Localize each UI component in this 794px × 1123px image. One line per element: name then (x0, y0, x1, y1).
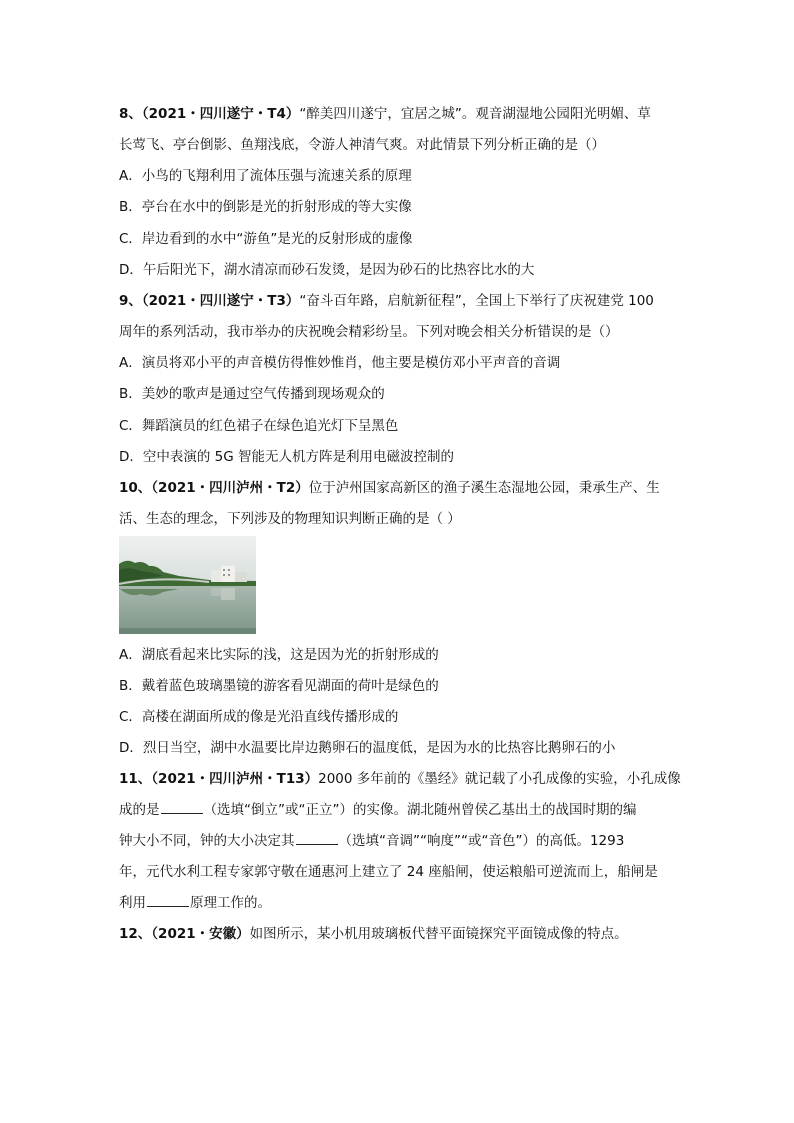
q11-stem-line-1 (119, 769, 681, 789)
q10-stem-text: 位于泸州国家高新区的渔子溪生态湿地公园，秉承生产、生 (308, 480, 660, 496)
q8-source-tag: （2021・四川遂宁・T4） (141, 106, 300, 122)
q8-stem-line-1 (119, 104, 651, 124)
q10-stem-line-2: 活、生态的理念，下列涉及的物理知识判断正确的是（ ） (119, 511, 461, 527)
q11-stem-line-2 (119, 800, 636, 820)
answer-blank-1[interactable] (161, 801, 203, 814)
q11-stem-text: 2000 多年前的《墨经》就记载了小孔成像的实验，小孔成像 (318, 771, 681, 787)
q10-number: 10、 (119, 480, 152, 496)
q11-text-segment: 成的是 (119, 802, 160, 818)
q9-option-c: C．舞蹈演员的红色裙子在绿色追光灯下呈黑色 (119, 418, 399, 434)
q10-source-tag: （2021・四川泸州・T2） (151, 480, 309, 496)
q10-option-b: B．戴着蓝色玻璃墨镜的游客看见湖面的荷叶是绿色的 (119, 678, 439, 694)
q8-option-a: A．小鸟的飞翔利用了流体压强与流速关系的原理 (119, 168, 412, 184)
q8-option-c: C．岸边看到的水中“游鱼”是光的反射形成的虚像 (119, 231, 413, 247)
q11-text-segment: （选填“音调”“响度”“或“音色”）的高低。1293 (338, 833, 625, 849)
q9-stem-line-2: 周年的系列活动，我市举办的庆祝晚会精彩纷呈。下列对晚会相关分析错误的是（） (119, 324, 619, 340)
q12-stem-line-1 (119, 924, 628, 944)
q10-option-d: D．烈日当空，湖中水温要比岸边鹅卵石的温度低，是因为水的比热容比鹅卵石的小 (119, 740, 616, 756)
q11-text-segment: 利用 (119, 895, 146, 911)
q9-option-d: D．空中表演的 5G 智能无人机方阵是利用电磁波控制的 (119, 449, 455, 465)
answer-blank-2[interactable] (296, 832, 338, 845)
q11-stem-line-3 (119, 831, 624, 851)
q9-source-tag: （2021・四川遂宁・T3） (141, 293, 300, 309)
q8-option-b: B．亭台在水中的倒影是光的折射形成的等大实像 (119, 199, 412, 215)
q12-source-tag: （2021・安徽） (151, 926, 250, 942)
q9-option-b: B．美妙的歌声是通过空气传播到现场观众的 (119, 386, 385, 402)
q11-number: 11、 (119, 771, 152, 787)
q9-stem-text: “奋斗百年路，启航新征程”，全国上下举行了庆祝建党 100 (299, 293, 654, 309)
q10-stem-line-1 (119, 478, 660, 498)
q12-stem-text: 如图所示，某小机用玻璃板代替平面镜探究平面镜成像的特点。 (249, 926, 628, 942)
lake-park-photo (119, 536, 256, 634)
q10-option-a: A．湖底看起来比实际的浅，这是因为光的折射形成的 (119, 647, 439, 663)
q11-source-tag: （2021・四川泸州・T13） (151, 771, 319, 787)
q9-option-a: A．演员将邓小平的声音模仿得惟妙惟肖，他主要是模仿邓小平声音的音调 (119, 355, 561, 371)
lake-park-illustration (119, 536, 256, 634)
q9-number: 9、 (119, 293, 142, 309)
q10-option-c: C．高楼在湖面所成的像是光沿直线传播形成的 (119, 709, 399, 725)
q11-text-segment: 原理工作的。 (190, 895, 271, 911)
q9-stem-line-1 (119, 291, 654, 311)
q8-stem-text: “醉美四川遂宁，宜居之城”。观音湖湿地公园阳光明媚、草 (299, 106, 651, 122)
answer-blank-3[interactable] (147, 894, 189, 907)
q11-text-segment: （选填“倒立”或“正立”）的实像。湖北随州曾侯乙基出土的战国时期的编 (203, 802, 637, 818)
q8-number: 8、 (119, 106, 142, 122)
q11-stem-line-5 (119, 893, 271, 913)
q11-text-segment: 钟大小不同，钟的大小决定其 (119, 833, 295, 849)
q11-stem-line-4: 年，元代水利工程专家郭守敬在通惠河上建立了 24 座船闸，使运粮船可逆流而上，船闸是 (119, 864, 658, 880)
q12-number: 12、 (119, 926, 152, 942)
q8-option-d: D．午后阳光下，湖水清凉而砂石发烫，是因为砂石的比热容比水的大 (119, 262, 535, 278)
q8-stem-line-2: 长莺飞、亭台倒影、鱼翔浅底，令游人神清气爽。对此情景下列分析正确的是（） (119, 137, 605, 153)
